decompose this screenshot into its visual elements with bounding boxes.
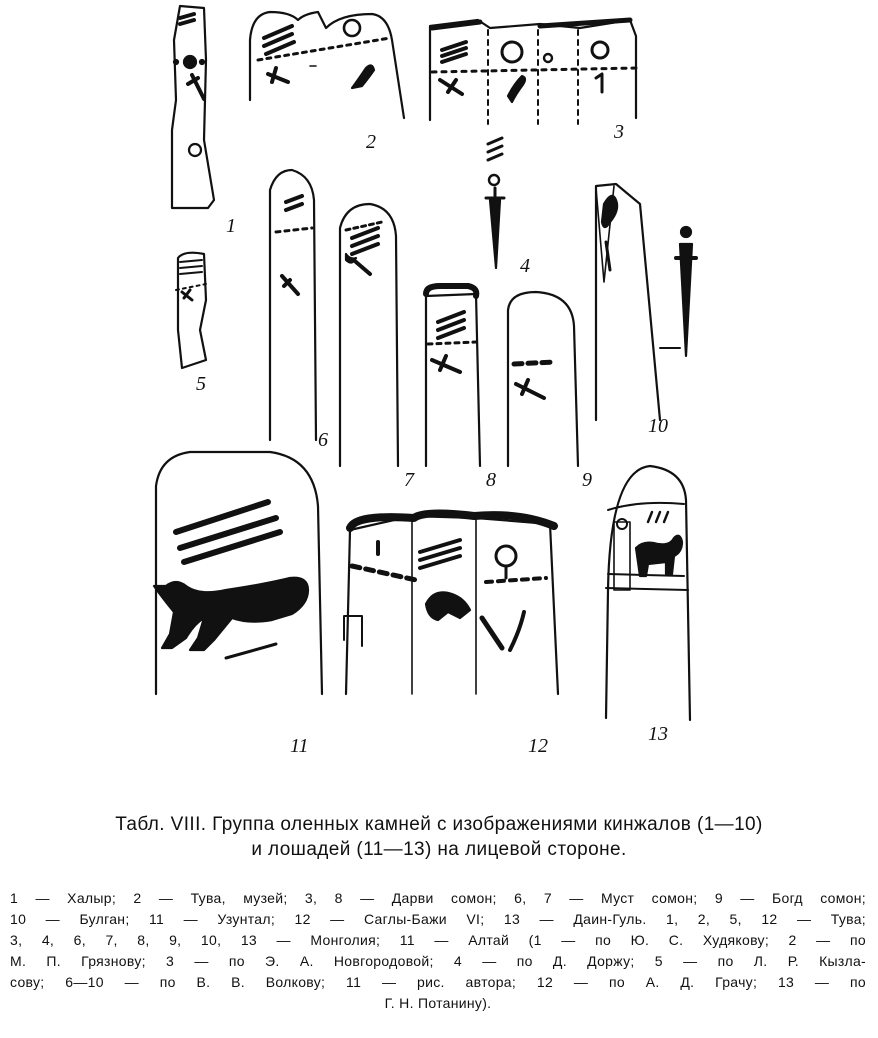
deer-stone-5 — [176, 253, 206, 368]
figure-number-9: 9 — [582, 469, 592, 491]
caption-note-line-2: 10 — Булган; 11 — Узунтал; 12 — Саглы-Бажи VI; 13 — Даин-Гуль. 1, 2, 5, 12 — Тува; — [10, 911, 866, 927]
deer-stone-4-dagger — [486, 138, 504, 268]
figure-number-1: 1 — [226, 215, 236, 237]
caption-title-line-2: и лошадей (11—13) на лицевой стороне. — [251, 839, 627, 860]
caption-title — [18, 812, 860, 862]
figure-number-3: 3 — [614, 121, 624, 143]
deer-stone-2 — [250, 12, 404, 118]
deer-stone-7 — [340, 204, 398, 466]
deer-stone-9 — [508, 292, 578, 466]
caption-title-line-1: Табл. VIII. Группа оленных камней с изображениями кинжалов (1—10) — [115, 814, 763, 835]
figure-numbers — [196, 121, 668, 757]
figure-number-11: 11 — [290, 735, 309, 757]
figure-number-12: 12 — [528, 735, 548, 757]
deer-stone-10 — [596, 184, 696, 420]
figure-number-13: 13 — [648, 723, 668, 745]
deer-stone-6 — [270, 170, 316, 440]
figure-number-4: 4 — [520, 255, 530, 277]
caption-note-line-5: сову; 6—10 — по В. В. Волкову; 11 — рис. автора; 12 — по А. Д. Грачу; 13 — по — [10, 974, 866, 990]
deer-stone-11 — [154, 452, 322, 694]
deer-stone-3 — [430, 20, 636, 124]
figure-number-6: 6 — [318, 429, 328, 451]
deer-stone-1 — [172, 6, 214, 208]
figure-number-2: 2 — [366, 131, 376, 153]
caption-note-line-6: Г. Н. Потанину). — [384, 995, 492, 1011]
caption-note-line-1: 1 — Халыр; 2 — Тува, музей; 3, 8 — Дарви сомон; 6, 7 — Муст сомон; 9 — Богд сомон; — [10, 890, 866, 906]
caption-note-line-3: 3, 4, 6, 7, 8, 9, 10, 13 — Монголия; 11 — Алтай (1 — по Ю. С. Худякову; 2 — по — [10, 932, 866, 948]
caption-notes — [10, 888, 866, 1014]
figure-number-8: 8 — [486, 469, 496, 491]
figure-number-7: 7 — [404, 469, 414, 491]
figure-number-10: 10 — [648, 415, 668, 437]
deer-stone-12 — [344, 513, 558, 694]
deer-stone-8 — [426, 286, 480, 466]
figure-number-5: 5 — [196, 373, 206, 395]
caption-note-line-4: М. П. Грязнову; 3 — по Э. А. Новгородовой; 4 — по Д. Доржу; 5 — по Л. Р. Кызла- — [10, 953, 866, 969]
deer-stone-13 — [606, 466, 690, 720]
